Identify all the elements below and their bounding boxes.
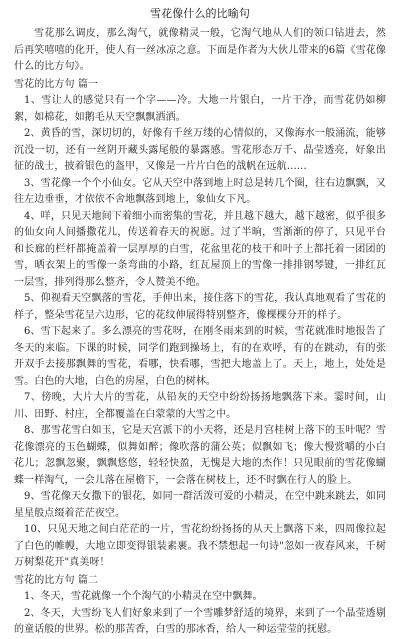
section-heading-1: 雪花的比方句 篇一 — [14, 78, 99, 90]
list-item: 3、雪花像一个个小仙女。它从天空中落到地上时总是转几个圈，往右边飘飘，又往左边垂垂，才依依不舍地飘落到地上，象仙女下凡。 — [14, 177, 386, 205]
list-item: 5、仰视看天空飘落的雪花，手伸出来，接住落下的雪花，我认真地观看了雪花的样子，整朵雪花呈六边形，它的花纹伸展得特别整齐，像棵棵分开的样子。 — [14, 293, 386, 321]
list-item: 9、雪花像天女撒下的银花，如同一群活泼可爱的小精灵，在空中跳来跳去，如同星星般点缀着茫茫夜空。 — [14, 491, 386, 519]
document-title: 雪花像什么的比喻句 — [150, 7, 250, 20]
list-item: 8、那雪花雪白如玉，它是天宫派下的小天将，还是月宫桂树上落下的玉叶呢？雪花像漂亮的玉色蝴蝶，似舞如醉；像吹落的蒲公英；似飘如飞；像大慢赏嚼的小白花儿；忽飘忽聚，飘飘悠悠，轻轻快盈，无愧是大地的杰作！只见眼前的雪花像蝴蝶一样淘气，一会儿落在屋檐下，一会落在树枝上，还不时飘在行人的脸上。 — [14, 425, 386, 486]
list-item: 1、雪让人的感觉只有一个字——冷。大地一片银白，一片干净，而雪花仍如柳絮，如棉花，如鹅毛从天空飘飘洒洒。 — [14, 95, 386, 123]
list-item: 1、冬天，雪花就像一个个淘气的小精灵在空中飘舞。 — [24, 591, 263, 602]
list-item: 4、咩，只见天地间下着细小而密集的雪花，并且越下越大，越下越密，似乎很多的仙女向人间播撒花儿，传送着春天的祝愿。过了半晌，雪渐渐的停了，只见平台和长廊的栏杆都掩盖着一层厚厚的白雪，花盆里花的枝干和叶子上都托着一团团的雪，晒衣架上的雪像一条弯曲的小路，红瓦屋顶上的雪像一排排钢琴键，一排红瓦一层雪，排列得那么整齐，令人赞美不绝。 — [14, 210, 386, 288]
list-item: 6、雪下起来了。多么漂亮的雪花呀，在刚冬雨来到的时候，雪花就准时地报告了冬天的来临。下课的时候，同学们跑到操场上，有的在欢呼，有的在跳动，有的张开双手去接那飘舞的雪花，看哪，快看哪，雪把大地盖上了。天上，地上，处处是雪。白色的大地，白色的房屋，白色的树林。 — [14, 326, 386, 387]
list-item: 10、只见天地之间白茫茫的一片，雪花纷纷扬扬的从天上飘落下来，四周像拉起了白色的帷幔，大地立即变得银装素裹。我不禁想起一句诗"忽如一夜春风来，千树万树梨花开"真美呀！ — [14, 524, 386, 568]
list-item: 7、傍晚，大片大片的雪花，从铅灰的天空中纷纷扬扬地飘落下来。霎时间，山川、田野、村庄，全都覆盖在白蒙蒙的大雪之中。 — [14, 392, 386, 420]
section-heading-2: 雪花的比方句 篇二 — [14, 574, 99, 586]
list-item: 2、黄昏的雪，深切切的，好像有千丝万缕的心情似的，又像海水一般涌流，能够沉没一切，还有一丝阴开藏头露尾般的暴露感。雪花形态万千、晶莹透亮，好象出征的战士，披着银色的盔甲，又像是一片片白色的战帆在远航…… — [14, 128, 386, 172]
list-item: 2、冬天，大雪纷飞人们好象来到了一个雪雕梦舒适的境界，来到了一个晶莹透剔的童话般的世界。松的那苦香，白雪的那冰香，给人一种运莹莹的抚慰。 — [14, 607, 386, 635]
intro-paragraph: 雪花那么调皮，那么淘气，就像精灵一般，它淘气地从人们的领口钻进去，然后再笑嘻嘻的化开，使人有一丝冰凉之意。下面是作者为大伙儿带来的6篇《雪花像什么的比方句》。 — [14, 28, 386, 72]
